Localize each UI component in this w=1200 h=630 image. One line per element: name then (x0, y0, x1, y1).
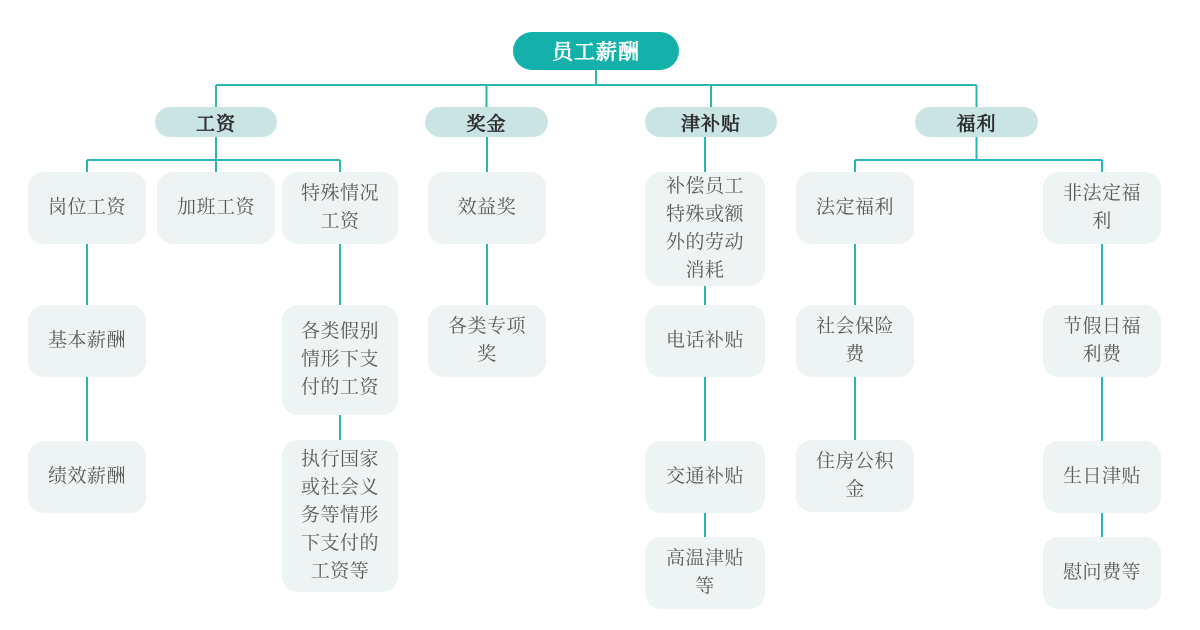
node-overtime-wage (157, 172, 275, 244)
node-post-wage (28, 172, 146, 244)
node-label: 节假日福利费 (1062, 316, 1141, 365)
node-compensation-extra-labor (645, 172, 765, 286)
node-birthday-allowance (1043, 441, 1161, 513)
node-label: 工资 (195, 113, 236, 135)
node-basic-salary (28, 305, 146, 377)
node-label: 加班工资 (176, 197, 255, 218)
node-housing-fund (796, 440, 914, 512)
node-phone-allowance (645, 305, 765, 377)
node-special-bonuses (428, 305, 546, 377)
node-leave-wages (282, 305, 398, 415)
node-label: 社会保险费 (815, 316, 894, 365)
node-label: 补偿员工特殊或额外的劳动消耗 (665, 176, 744, 281)
node-transport-allowance (645, 441, 765, 513)
node-non-statutory-benefits (1043, 172, 1161, 244)
node-label: 非法定福利 (1062, 183, 1141, 232)
node-obligation-wages (282, 440, 398, 592)
node-label: 福利 (956, 113, 997, 135)
node-label: 特殊情况工资 (300, 183, 379, 232)
node-condolence-fees (1043, 537, 1161, 609)
node-label: 员工薪酬 (552, 41, 640, 64)
node-special-situation-wage (282, 172, 398, 244)
node-statutory-benefits (796, 172, 914, 244)
node-label: 住房公积金 (815, 451, 894, 500)
node-label: 执行国家或社会义务等情形下支付的工资等 (300, 449, 379, 582)
node-label: 岗位工资 (47, 197, 126, 218)
node-label: 津补贴 (680, 113, 741, 135)
node-label: 效益奖 (457, 197, 517, 218)
node-label: 电话补贴 (665, 330, 744, 351)
node-benefits (915, 107, 1038, 137)
node-allowances (645, 107, 777, 137)
node-holiday-benefits (1043, 305, 1161, 377)
node-social-insurance (796, 305, 914, 377)
node-benefit-bonus (428, 172, 546, 244)
node-label: 奖金 (466, 113, 507, 135)
node-high-temp-allowance (645, 537, 765, 609)
node-label: 交通补贴 (665, 466, 744, 487)
node-label: 基本薪酬 (47, 330, 126, 351)
node-label: 生日津贴 (1062, 466, 1141, 487)
node-label: 高温津贴等 (665, 548, 744, 597)
node-label: 各类假别情形下支付的工资 (300, 321, 379, 398)
node-label: 法定福利 (815, 197, 894, 218)
node-wages (155, 107, 277, 137)
node-label: 各类专项奖 (447, 316, 526, 365)
node-bonus (425, 107, 548, 137)
node-performance-salary (28, 441, 146, 513)
node-label: 绩效薪酬 (47, 466, 126, 487)
node-employee-compensation (513, 32, 679, 70)
node-label: 慰问费等 (1062, 562, 1141, 583)
